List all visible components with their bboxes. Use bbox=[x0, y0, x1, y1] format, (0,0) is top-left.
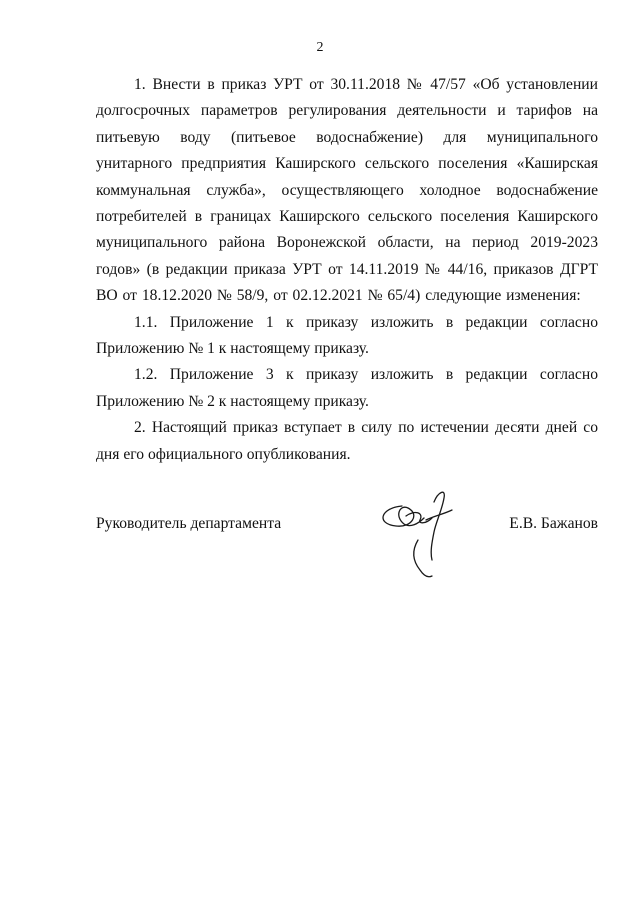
paragraph-2: 2. Настоящий приказ вступает в силу по истечении десяти дней со дня его официального опубликования. bbox=[96, 419, 598, 463]
page-number: 2 bbox=[316, 40, 324, 55]
signatory-name: Е.В. Бажанов bbox=[509, 515, 598, 532]
paragraph-1-1: 1.1. Приложение 1 к приказу изложить в редакции согласно Приложению № 1 к настоящему приказу. bbox=[96, 313, 598, 358]
handwritten-signature bbox=[374, 480, 484, 590]
paragraph-1-2: 1.2. Приложение 3 к приказу изложить в редакции согласно Приложению № 2 к настоящему приказу. bbox=[96, 366, 598, 410]
paragraph-1: 1. Внести в приказ УРТ от 30.11.2018 № 47/57 «Об установлении долгосрочных параметров регулирования деятельности и тарифов на питьевую воду (питьевое водоснабжение) для муниципального унитарного предприятия Каширского сельского поселения «Каширская коммунальная служба», осуществляющего холодное водоснабжение потребителей в границах Каширского сельского поселения Каширского муниципального района Воронежской области, на период 2019-2023 годов» (в редакции приказа УРТ от 14.11.2019 № 44/16, приказов ДГРТ ВО от 18.12.2020 № 58/9, от 02.12.2021 № 65/4) следующие изменения: bbox=[96, 76, 598, 305]
signature-block bbox=[96, 480, 598, 590]
document-body bbox=[96, 72, 598, 468]
signatory-title: Руководитель департамента bbox=[96, 515, 282, 532]
